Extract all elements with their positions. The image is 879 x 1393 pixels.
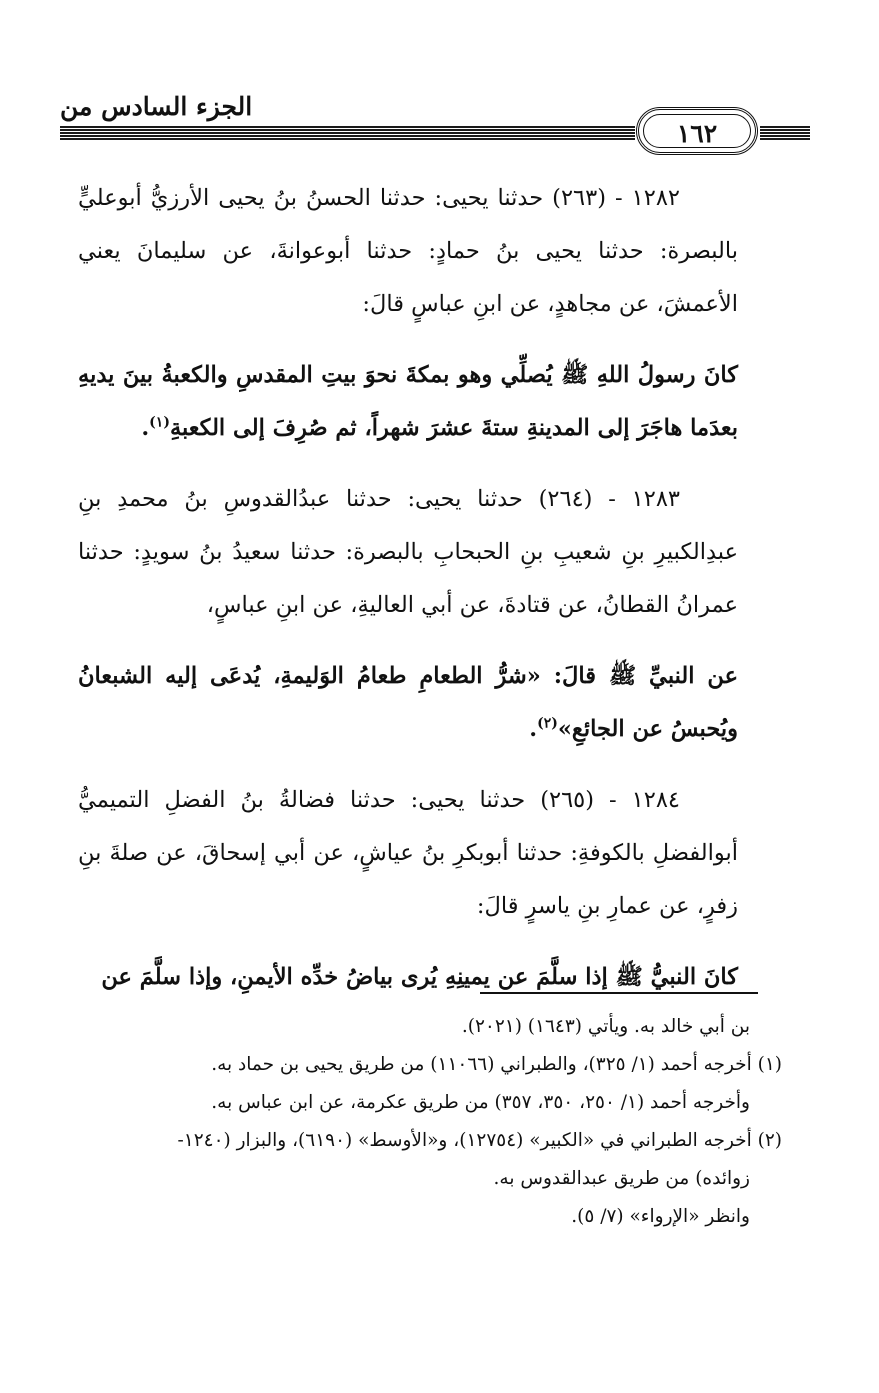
footnote-separator — [480, 992, 758, 994]
matn-text: كانَ رسولُ اللهِ ﷺ يُصلِّي وهو بمكةَ نحوَ بيتِ المقدسِ والكعبةُ بينَ يديهِ بعدَما هاجَرَ إلى المدينةِ ستةَ عشرَ شهراً، ثم صُرِفَ إلى الكعبةِ — [78, 362, 738, 441]
footnote-1: (١) أخرجه أحمد (١/ ٣٢٥)، والطبراني (١١٠٦٦) من طريق يحيى بن حماد به. — [211, 1054, 782, 1075]
footnotes — [70, 1008, 782, 1236]
page-number-frame — [636, 107, 758, 155]
footnote-line: زوائده) من طريق عبدالقدوس به. — [493, 1168, 750, 1189]
page-number: ١٦٢ — [676, 119, 718, 148]
footnote-line: وأخرجه أحمد (١/ ٢٥٠، ٣٥٠، ٣٥٧) من طريق عكرمة، عن ابن عباس به. — [211, 1092, 750, 1113]
narration-text: ١٢٨٤ - (٢٦٥) حدثنا يحيى: حدثنا فضالةُ بنُ الفضلِ التميميُّ أبوالفضلِ بالكوفةِ: حدثنا أبوبكرِ بنُ عياشٍ، عن أبي إسحاقَ، عن صلةَ بنِ زفرٍ، عن عمارِ بنِ ياسرٍ قالَ: — [78, 787, 738, 919]
footnote-2: (٢) أخرجه الطبراني في «الكبير» (١٢٧٥٤)، و«الأوسط» (٦١٩٠)، والبزار (١٢٤٠- — [177, 1130, 782, 1151]
footnote-ref-1[interactable]: (١) — [149, 414, 170, 431]
hadith-matn-1282 — [78, 349, 738, 455]
page-header — [0, 0, 879, 160]
narration-text: ١٢٨٢ - (٢٦٣) حدثنا يحيى: حدثنا الحسنُ بنُ يحيى الأرزيُّ أبوعليٍّ بالبصرة: حدثنا يحيى بنُ حمادٍ: حدثنا أبوعوانةَ، عن سليمانَ يعني الأعمشَ، عن مجاهدٍ، عن ابنِ عباسٍ قالَ: — [78, 185, 738, 317]
footnote-line: وانظر «الإرواء» (٧/ ٥). — [571, 1206, 750, 1227]
running-title: الجزء السادس من — [60, 92, 253, 121]
hadith-narration-1283 — [78, 473, 738, 632]
matn-text: كانَ النبيُّ ﷺ إذا سلَّمَ عن يمينِهِ يُرى بياضُ خدِّه الأيمنِ، وإذا سلَّمَ عن — [101, 964, 738, 990]
hadith-narration-1282 — [78, 172, 738, 331]
footnote-line: بن أبي خالد به. ويأتي (١٦٤٣) (٢٠٢١). — [461, 1016, 750, 1037]
header-rule — [60, 126, 635, 140]
hadith-matn-1283 — [78, 650, 738, 756]
footnote-ref-2[interactable]: (٢) — [537, 715, 558, 732]
matn-text: عن النبيِّ ﷺ قالَ: «شرُّ الطعامِ طعامُ الوَليمةِ، يُدعَى إليه الشبعانُ ويُحبسُ عن الجائعِ» — [78, 663, 738, 742]
narration-text: ١٢٨٣ - (٢٦٤) حدثنا يحيى: حدثنا عبدُالقدوسِ بنُ محمدِ بنِ عبدِالكبيرِ بنِ شعيبِ بنِ الحبحابِ بالبصرة: حدثنا سعيدُ بنُ سويدٍ: حدثنا عمرانُ القطانُ، عن قتادةَ، عن أبي العاليةِ، عن ابنِ عباسٍ، — [78, 486, 738, 618]
hadith-matn-1284 — [78, 951, 738, 1004]
hadith-narration-1284 — [78, 774, 738, 933]
matn-tail: . — [141, 415, 150, 441]
header-rule-right — [760, 126, 810, 140]
matn-tail: . — [529, 716, 538, 742]
main-text — [78, 172, 738, 1022]
